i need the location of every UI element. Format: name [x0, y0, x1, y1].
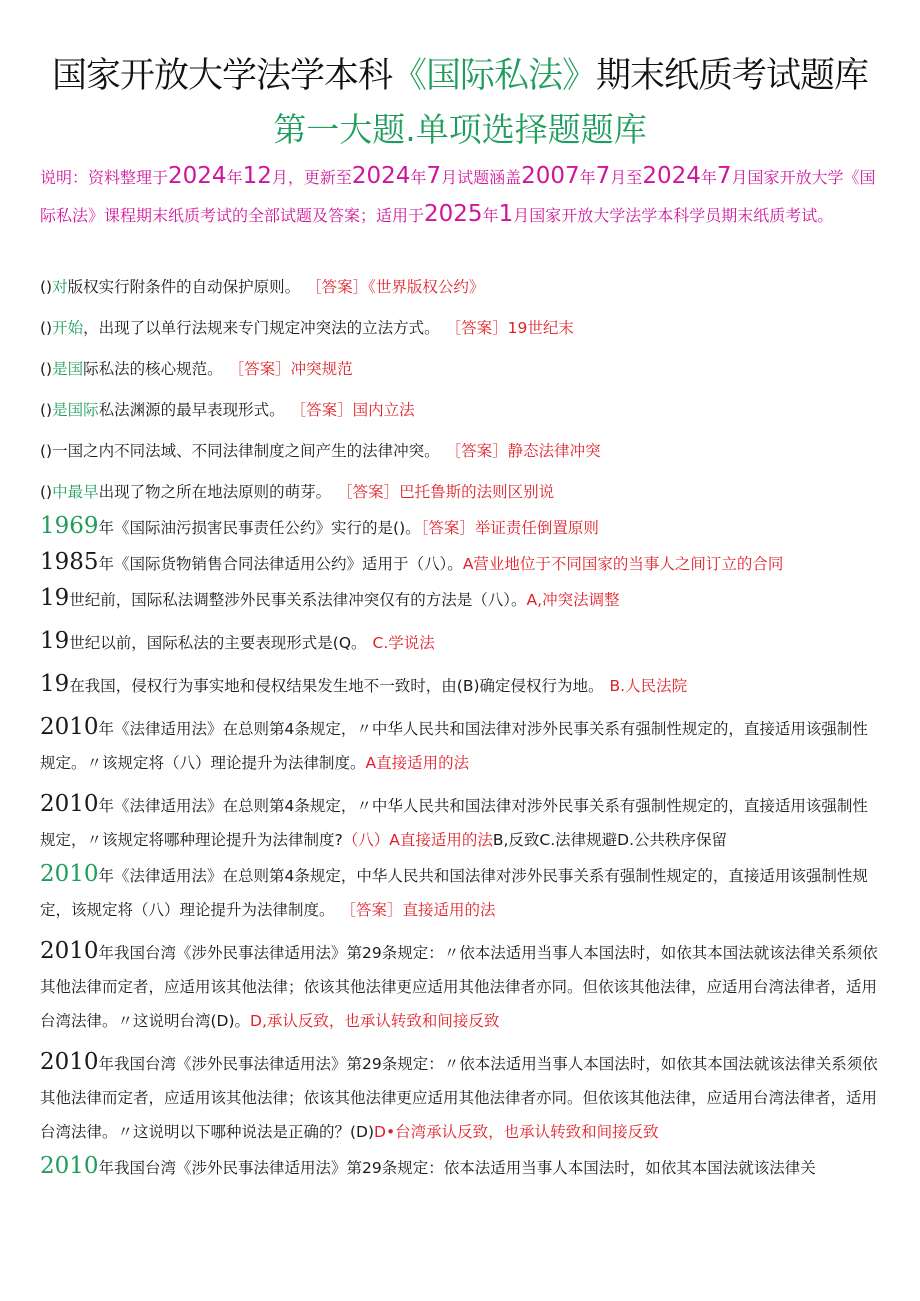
note-text: 年 [700, 168, 717, 187]
question-year: 2010 [40, 861, 99, 887]
answer-text: C.学说法 [372, 634, 435, 652]
question-item [40, 787, 880, 857]
note-number: 12 [242, 163, 272, 189]
question-item [40, 710, 880, 780]
note-number: 2025 [424, 201, 483, 227]
question-text: 年我国台湾《涉外民事法律适用法》第29条规定：〃依本法适用当事人本国法时，如依其本国法就该法律关系须依其他法律而定者，应适用该其他法律；依该其他法律更应适用其他法律者亦同。但依该其他法律，应适用台湾法律者，适用台湾法律。〃这说明台湾(D)。 [40, 944, 878, 1030]
question-item [40, 270, 880, 304]
answer-text: A营业地位于不同国家的当事人之间订立的合同 [462, 555, 784, 573]
question-lead: 开始 [52, 319, 84, 337]
answer-text: B.人民法院 [609, 677, 688, 695]
question-text: 世纪以前，国际私法的主要表现形式是(Q。 [69, 634, 367, 652]
blank-marker: () [40, 483, 53, 501]
note-text: 说明：资料整理于 [40, 168, 169, 187]
note-text: 月至 [610, 168, 643, 187]
question-text: 年《法律适用法》在总则第4条规定，〃中华人民共和国法律对涉外民事关系有强制性规定的，直接适用该强制性规定。〃该规定将（八）理论提升为法律制度。 [40, 720, 868, 772]
question-item [40, 434, 880, 468]
blank-marker: () [40, 360, 53, 378]
answer-text: ［答案］直接适用的法 [340, 901, 496, 919]
question-year: 2010 [40, 791, 99, 817]
note-text: 年 [226, 168, 243, 187]
section-heading: 第一大题.单项选择题题库 [273, 110, 647, 149]
answer-text: （八）A直接适用的法 [342, 831, 493, 849]
question-item [40, 1045, 880, 1149]
question-text: 年《法律适用法》在总则第4条规定，〃中华人民共和国法律对涉外民事关系有强制性规定的，直接适用该强制性规定，〃该规定将哪种理论提升为法律制度? [40, 797, 868, 849]
question-text: 年我国台湾《涉外民事法律适用法》第29条规定：〃依本法适用当事人本国法时，如依其本国法就该法律关系须依其他法律而定者，应适用该其他法律；依该其他法律更应适用其他法律者亦同。但依该其他法律，应适用台湾法律者，适用台湾法律。〃这说明以下哪种说法是正确的？(D) [40, 1055, 878, 1141]
question-item [40, 352, 880, 386]
title-part-3: 期末纸质考试题库 [596, 56, 869, 96]
question-text: 在我国，侵权行为事实地和侵权结果发生地不一致时，由(B)确定侵权行为地。 [69, 677, 604, 695]
question-year: 2010 [40, 938, 99, 964]
note-number: 2024 [351, 163, 411, 189]
note-text: 月国家开放大学法学本科学员期末纸质考试。 [513, 206, 834, 225]
question-item [40, 393, 880, 427]
question-lead: 对 [52, 278, 68, 296]
question-text: 年《国际货物销售合同法律适用公约》适用于（八）。 [98, 555, 463, 573]
question-lead: 是国 [52, 360, 84, 378]
note-text: 月试题涵盖 [441, 168, 522, 187]
question-lead: 是国际 [52, 401, 99, 419]
question-item [40, 667, 880, 703]
note-text: 月，更新至 [271, 168, 352, 187]
answer-text: ［答案］19世纪末 [445, 319, 574, 337]
answer-text: ［答案］巴托鲁斯的法则区别说 [337, 483, 555, 501]
question-text: ，出现了以单行法规来专门规定冲突法的立法方式。 [83, 319, 440, 337]
answer-text: A直接适用的法 [365, 754, 470, 772]
note-text: 年 [482, 206, 499, 225]
document-title [0, 48, 920, 98]
title-part-1: 国家开放大学法学本科 [51, 56, 392, 96]
answer-text: ［答案］冲突规范 [228, 360, 353, 378]
note-number: 2024 [168, 163, 227, 189]
note-number: 1 [498, 201, 514, 227]
note-number: 2024 [642, 163, 701, 189]
answer-text: ［答案］国内立法 [290, 401, 415, 419]
question-text: 际私法的核心规范。 [83, 360, 223, 378]
question-year: 1985 [40, 549, 99, 575]
question-year: 19 [40, 585, 70, 611]
question-year: 2010 [40, 714, 99, 740]
question-text: 版权实行附条件的自动保护原则。 [67, 278, 301, 296]
note-number: 2007 [521, 163, 580, 189]
note-text: 年 [410, 168, 427, 187]
question-text: 出现了物之所在地法原则的萌芽。 [98, 483, 332, 501]
question-text: 世纪前，国际私法调整涉外民事关系法律冲突仅有的方法是（八）。 [69, 591, 527, 609]
answer-options: B,反致C.法律规避D.公共秩序保留 [492, 831, 728, 849]
title-part-2: 《国际私法》 [391, 56, 596, 96]
question-item [40, 934, 880, 1038]
question-text: 年《国际油污损害民事责任公约》实行的是()。 [98, 519, 421, 537]
answer-text: A,冲突法调整 [526, 591, 620, 609]
note-number: 7 [595, 163, 611, 189]
blank-marker: () [40, 319, 53, 337]
question-text: 年我国台湾《涉外民事法律适用法》第29条规定：依本法适用当事人本国法时，如依其本国法就该法律关 [98, 1159, 816, 1177]
answer-text: ［答案］《世界版权公约》 [306, 278, 485, 296]
note-text: 年 [579, 168, 596, 187]
question-item [40, 857, 880, 927]
question-year: 19 [40, 671, 70, 697]
question-text: 私法渊源的最早表现形式。 [98, 401, 285, 419]
question-lead: 中最早 [52, 483, 99, 501]
note-number: 7 [716, 163, 732, 189]
question-year: 2010 [40, 1049, 99, 1075]
question-year: 19 [40, 628, 70, 654]
description-note [40, 158, 880, 234]
blank-marker: () [40, 278, 53, 296]
answer-text: ［答案］举证责任倒置原则 [420, 519, 599, 537]
answer-text: D•台湾承认反致，也承认转致和间接反致 [374, 1123, 659, 1141]
question-year: 1969 [40, 513, 99, 539]
question-item [40, 311, 880, 345]
question-item [40, 545, 880, 581]
blank-marker: () [40, 401, 53, 419]
question-item [40, 581, 880, 617]
answer-text: ［答案］静态法律冲突 [445, 442, 601, 460]
question-list [40, 270, 880, 1185]
answer-text: D,承认反致，也承认转致和间接反致 [250, 1012, 500, 1030]
question-item [40, 509, 880, 545]
question-year: 2010 [40, 1153, 99, 1179]
question-text: 年《法律适用法》在总则第4条规定，中华人民共和国法律对涉外民事关系有强制性规定的，直接适用该强制性规定，该规定将（八）理论提升为法律制度。 [40, 867, 868, 919]
note-number: 7 [426, 163, 442, 189]
question-item [40, 624, 880, 660]
blank-marker: () [40, 442, 53, 460]
question-text: 一国之内不同法域、不同法律制度之间产生的法律冲突。 [52, 442, 440, 460]
question-item [40, 475, 880, 509]
question-item [40, 1149, 880, 1185]
note-text: 月国家开放大学《国际私法》课程期末纸质考试的全部试题及答案；适用于 [40, 168, 876, 225]
